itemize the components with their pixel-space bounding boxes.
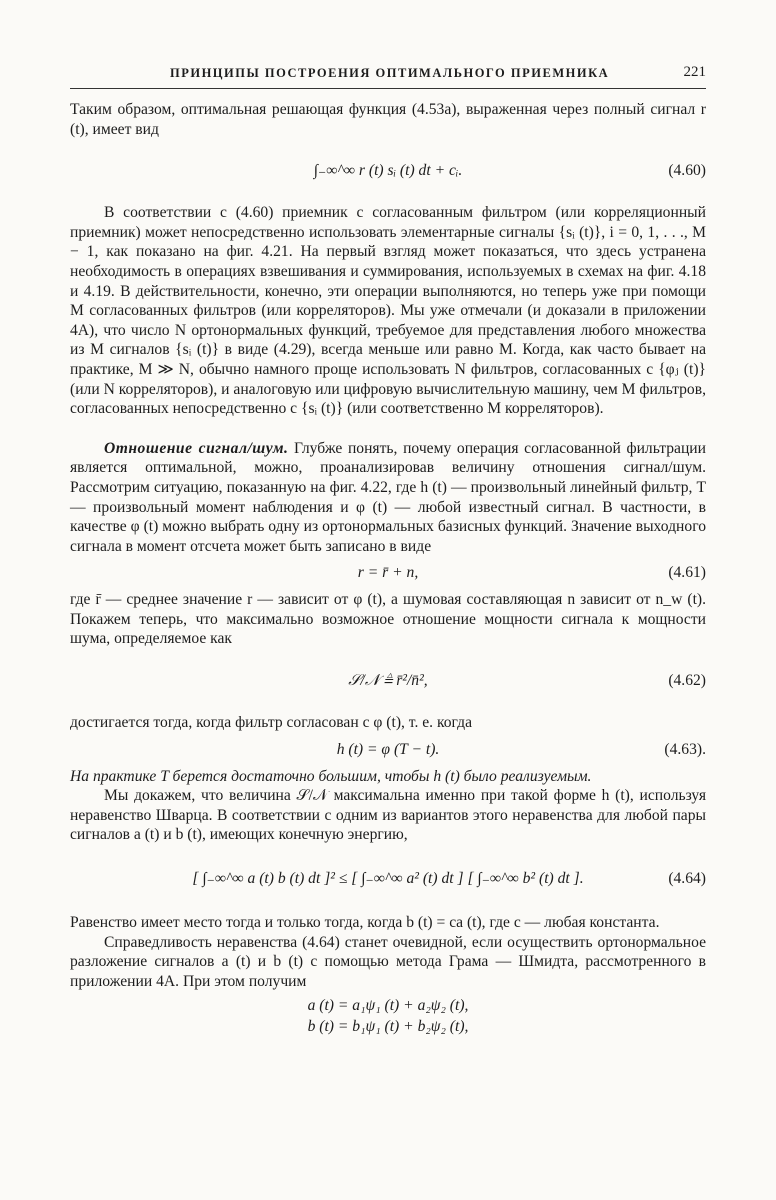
equation-4-64-number: (4.64) — [668, 870, 706, 888]
equation-4-63-number: (4.63). — [664, 740, 706, 758]
equation-4-61-formula: r = r̄ + n, — [357, 564, 419, 582]
section-title: Отношение сигнал/шум. — [104, 439, 289, 457]
page-body — [70, 100, 706, 1037]
paragraph-achieved: достигается тогда, когда фильтр согласован с φ (t), т. е. когда — [70, 714, 473, 732]
equation-4-61 — [70, 562, 706, 584]
running-head: ПРИНЦИПЫ ПОСТРОЕНИЯ ОПТИМАЛЬНОГО ПРИЕМНИКА — [170, 66, 610, 80]
equation-4-62-number: (4.62) — [668, 672, 706, 690]
section-text: Глубже понять, почему операция согласованной фильтрации является оптимальной, можно, проанализировав величину отношения сигнал/шум. Рассмотрим ситуацию, показанную на фиг. 4.22, где h (t) — произвольный линейный фильтр, T — произвольный момент наблюдения и φ (t) — любой известный сигнал. В частности, в качестве φ (t) можно выбрать одну из ортонормальных базисных функций. Значение выходного сигнала в момент отсчета может быть записано в виде — [70, 439, 706, 555]
page-header — [70, 62, 706, 89]
paragraph-equality: Равенство имеет место тогда и только тогда, когда b (t) = ca (t), где c — любая константа. — [70, 914, 660, 932]
paragraph-gram-schmidt: Справедливость неравенства (4.64) станет очевидной, если осуществить ортонормальное разложение сигналов a (t) и b (t) с помощью метода Грама — Шмидта, рассмотренного в приложении 4А. При этом получим — [70, 933, 706, 990]
equation-b-expansion: b (t) = b₁ψ₁ (t) + b₂ψ₂ (t), — [307, 1018, 469, 1036]
equation-4-63 — [70, 739, 706, 761]
equation-a-expansion: a (t) = a₁ψ₁ (t) + a₂ψ₂ (t), — [307, 997, 469, 1015]
paragraph-matched-filter: В соответствии с (4.60) приемник с согласованным фильтром (или корреляционный приемник) может непосредственно использовать элементарные сигналы {sᵢ (t)}, i = 0, 1, . . ., M − 1, как показано на фиг. 4.21. На первый взгляд может показаться, что здесь устранена необходимость в операциях взвешивания и суммирования, используемых в схемах на фиг. 4.18 и 4.19. В действительности, конечно, эти операции выполняются, но теперь уже при помощи M согласованных фильтров (или корреляторов). Мы уже отмечали (и доказали в приложении 4А), что число N ортонормальных функций, требуемое для представления любого множества из M сигналов {sᵢ (t)} в виде (4.29), всегда меньше или равно M. Когда, как часто бывает на практике, M ≫ N, обычно намного проще использовать N фильтров, согласованных с {φⱼ (t)} (или N корреляторов), и аналоговую или цифровую вычислительную машину, чем M фильтров, согласованных непосредственно с {sᵢ (t)} (или соответственно M корреляторов). — [70, 204, 706, 418]
page-number: 221 — [683, 64, 706, 80]
equation-4-62 — [70, 655, 706, 707]
equation-4-60-number: (4.60) — [668, 162, 706, 180]
paragraph-practice: На практике T берется достаточно большим, чтобы h (t) было реализуемым. — [70, 767, 592, 785]
equation-4-60 — [70, 145, 706, 197]
equation-4-64-formula: [ ∫₋∞^∞ a (t) b (t) dt ]² ≤ [ ∫₋∞^∞ a² (t) dt ] [ ∫₋∞^∞ b² (t) dt ]. — [192, 870, 584, 888]
paragraph-snr-section — [70, 439, 706, 557]
equation-4-62-formula: 𝒮/𝒩 ≜ r̄²/n̄², — [348, 672, 428, 690]
equation-4-61-number: (4.61) — [668, 564, 706, 582]
expansion-equations — [70, 995, 706, 1037]
paragraph-noise-component: где r̄ — среднее значение r — зависит от φ (t), а шумовая составляющая n зависит от n_w (t). Покажем теперь, что максимально возможное отношение мощности сигнала к мощности шума, определяемое как — [70, 591, 706, 648]
paragraph-schwarz: Мы докажем, что величина 𝒮/𝒩 максимальна именно при такой форме h (t), используя неравенство Шварца. В соответствии с одним из вариантов этого неравенства для любой пары сигналов a (t) и b (t), имеющих конечную энергию, — [70, 787, 706, 844]
equation-4-64 — [70, 851, 706, 907]
equation-4-63-formula: h (t) = φ (T − t). — [336, 740, 440, 758]
equation-4-60-formula: ∫₋∞^∞ r (t) sᵢ (t) dt + cᵢ. — [313, 162, 463, 180]
paragraph-intro: Таким образом, оптимальная решающая функция (4.53а), выраженная через полный сигнал r (t), имеет вид — [70, 101, 706, 138]
